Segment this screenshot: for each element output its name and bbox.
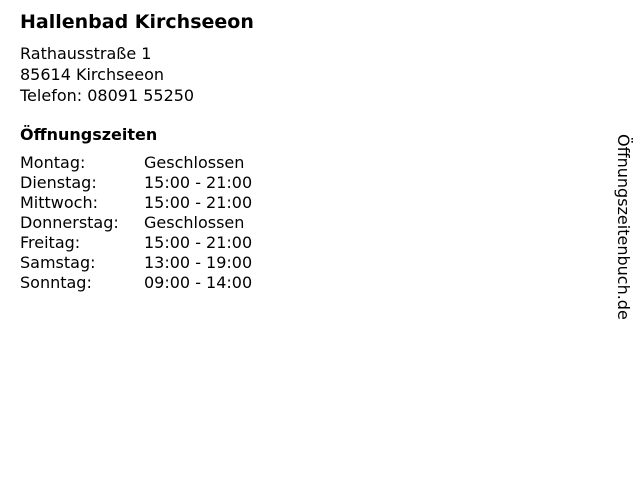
hours-value: 15:00 - 21:00 (144, 193, 253, 212)
hours-value: Geschlossen (144, 153, 245, 172)
day-label: Samstag: (20, 253, 96, 272)
hours-value: Geschlossen (144, 213, 245, 232)
day-label: Montag: (20, 153, 86, 172)
hours-row-tuesday (20, 173, 252, 193)
hours-row-thursday (20, 213, 252, 233)
street: Rathausstraße 1 (20, 44, 152, 63)
opening-hours-heading: Öffnungszeiten (20, 125, 158, 144)
brand-watermark (612, 134, 634, 334)
hours-value: 15:00 - 21:00 (144, 173, 253, 192)
hours-row-sunday (20, 273, 252, 293)
hours-row-monday (20, 153, 252, 173)
phone: Telefon: 08091 55250 (20, 86, 195, 105)
day-label: Donnerstag: (20, 213, 119, 232)
day-label: Freitag: (20, 233, 81, 252)
day-label: Dienstag: (20, 173, 97, 192)
hours-row-saturday (20, 253, 252, 273)
day-label: Sonntag: (20, 273, 92, 292)
day-label: Mittwoch: (20, 193, 98, 212)
opening-hours-table (20, 153, 252, 293)
brand-text: Öffnungszeitenbuch.de (614, 134, 633, 320)
hours-row-friday (20, 233, 252, 253)
city: 85614 Kirchseeon (20, 65, 165, 84)
address-block (20, 43, 194, 106)
hours-row-wednesday (20, 193, 252, 213)
hours-value: 15:00 - 21:00 (144, 233, 253, 252)
page-title: Hallenbad Kirchseeon (20, 11, 254, 33)
hours-value: 09:00 - 14:00 (144, 273, 253, 292)
hours-value: 13:00 - 19:00 (144, 253, 253, 272)
